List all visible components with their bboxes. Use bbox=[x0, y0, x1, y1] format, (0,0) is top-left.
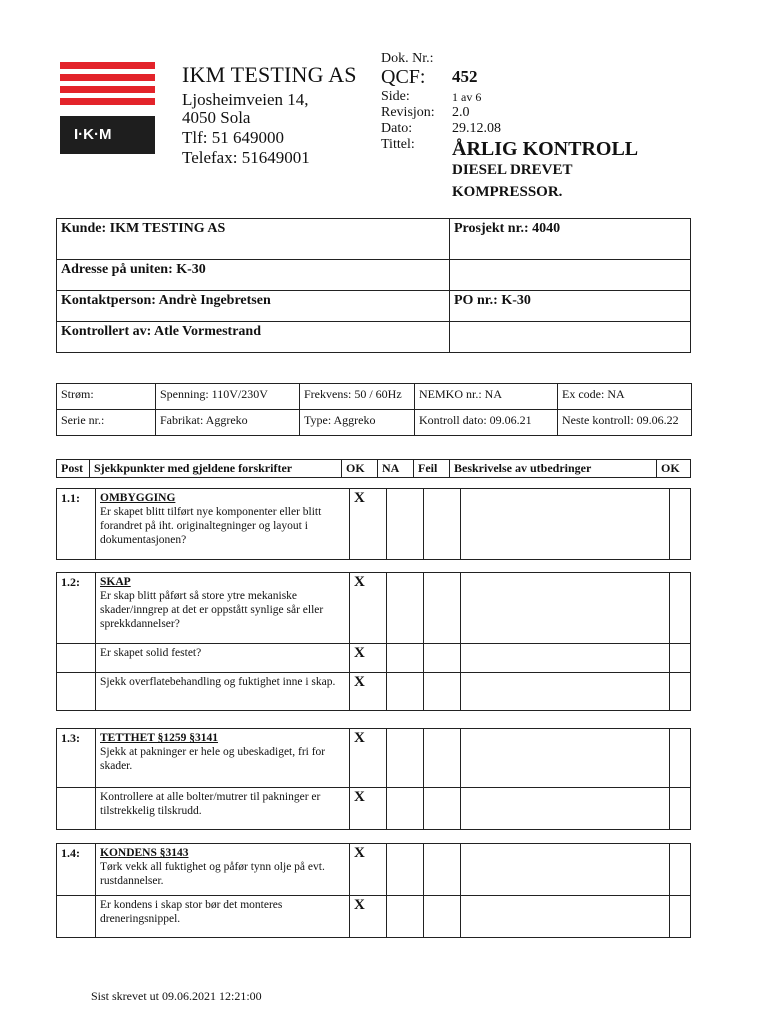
ok-mark: X bbox=[350, 729, 387, 788]
address-line1: Ljosheimveien 14, bbox=[182, 90, 309, 109]
po-cell: PO nr.: K-30 bbox=[450, 291, 691, 322]
kontakt-cell: Kontaktperson: Andrè Ingebretsen bbox=[57, 291, 450, 322]
post-number: 1.1: bbox=[57, 489, 96, 560]
check-item bbox=[96, 729, 350, 788]
section-title: KONDENS §3143 bbox=[100, 847, 189, 859]
prosjekt-cell: Prosjekt nr.: 4040 bbox=[450, 219, 691, 260]
check-text: Sjekk at pakninger er hele og ubeskadiget, fri for skader. bbox=[100, 746, 326, 772]
spenning-cell: Spenning: 110V/230V bbox=[156, 384, 300, 410]
kontroll-dato-cell: Kontroll dato: 09.06.21 bbox=[415, 410, 558, 436]
feil-cell bbox=[424, 896, 461, 938]
feil-cell bbox=[424, 573, 461, 644]
dok-nr-label: Dok. Nr.: bbox=[381, 51, 434, 66]
feil-cell bbox=[424, 844, 461, 896]
adresse-cell: Adresse på uniten: K-30 bbox=[57, 260, 450, 291]
revisjon-value: 2.0 bbox=[452, 105, 470, 120]
title-line1: ÅRLIG KONTROLL bbox=[452, 138, 639, 160]
company-name: IKM TESTING AS bbox=[182, 62, 357, 87]
check-item bbox=[96, 489, 350, 560]
phone: Tlf: 51 649000 bbox=[182, 128, 284, 147]
logo-stripe-1 bbox=[60, 62, 155, 69]
ok2-cell bbox=[670, 729, 691, 788]
beskrivelse-cell bbox=[461, 844, 670, 896]
check-text: Er skap blitt påført så store ytre mekaniske skader/inngrep at det er oppstått synlige sår eller sprekkdannelser? bbox=[100, 590, 324, 630]
section-title: SKAP bbox=[100, 576, 131, 588]
qcf-value: 452 bbox=[452, 67, 478, 86]
section-1-3 bbox=[56, 728, 691, 830]
side-value: 1 av 6 bbox=[452, 90, 482, 104]
header-sjekkpunkter: Sjekkpunkter med gjeldene forskrifter bbox=[90, 460, 342, 478]
beskrivelse-cell bbox=[461, 644, 670, 673]
empty-cell bbox=[450, 260, 691, 291]
dato-label: Dato: bbox=[381, 121, 413, 136]
post-empty bbox=[57, 673, 96, 711]
dato-value: 29.12.08 bbox=[452, 121, 501, 136]
check-text: Er kondens i skap stor bør det monteres dreneringsnippel. bbox=[96, 896, 350, 938]
ok2-cell bbox=[670, 573, 691, 644]
check-text: Er skapet solid festet? bbox=[96, 644, 350, 673]
qcf-label: QCF: bbox=[381, 66, 426, 88]
frekvens-cell: Frekvens: 50 / 60Hz bbox=[300, 384, 415, 410]
logo-stripe-4 bbox=[60, 98, 155, 105]
print-timestamp: Sist skrevet ut 09.06.2021 12:21:00 bbox=[91, 989, 262, 1003]
na-cell bbox=[387, 788, 424, 830]
kunde-cell: Kunde: IKM TESTING AS bbox=[57, 219, 450, 260]
ok-mark: X bbox=[350, 573, 387, 644]
section-title: TETTHET §1259 §3141 bbox=[100, 732, 219, 744]
section-title: OMBYGGING bbox=[100, 492, 176, 504]
logo-stripe-2 bbox=[60, 74, 155, 81]
strom-cell: Strøm: bbox=[57, 384, 156, 410]
section-1-2 bbox=[56, 572, 691, 711]
section-1-4 bbox=[56, 843, 691, 938]
address-line2: 4050 Sola bbox=[182, 108, 251, 127]
equipment-info-table bbox=[56, 383, 692, 436]
logo-box bbox=[60, 116, 155, 154]
header-ok2: OK bbox=[657, 460, 691, 478]
feil-cell bbox=[424, 644, 461, 673]
post-number: 1.2: bbox=[57, 573, 96, 644]
header-ok: OK bbox=[342, 460, 378, 478]
ok-mark: X bbox=[350, 673, 387, 711]
ok2-cell bbox=[670, 644, 691, 673]
title-line2: DIESEL DREVET bbox=[452, 162, 573, 178]
header-beskrivelse: Beskrivelse av utbedringer bbox=[450, 460, 657, 478]
post-empty bbox=[57, 644, 96, 673]
check-text: Kontrollere at alle bolter/mutrer til pakninger er tilstrekkelig tilskrudd. bbox=[96, 788, 350, 830]
kontrollert-cell: Kontrollert av: Atle Vormestrand bbox=[57, 322, 450, 353]
serie-cell: Serie nr.: bbox=[57, 410, 156, 436]
feil-cell bbox=[424, 673, 461, 711]
logo-stripe-3 bbox=[60, 86, 155, 93]
na-cell bbox=[387, 729, 424, 788]
check-text: Tørk vekk all fuktighet og påfør tynn olje på evt. rustdannelser. bbox=[100, 861, 325, 887]
beskrivelse-cell bbox=[461, 788, 670, 830]
ok2-cell bbox=[670, 489, 691, 560]
na-cell bbox=[387, 896, 424, 938]
beskrivelse-cell bbox=[461, 489, 670, 560]
customer-table bbox=[56, 218, 691, 353]
na-cell bbox=[387, 844, 424, 896]
type-cell: Type: Aggreko bbox=[300, 410, 415, 436]
ok-mark: X bbox=[350, 489, 387, 560]
tittel-label: Tittel: bbox=[381, 137, 415, 152]
ok2-cell bbox=[670, 844, 691, 896]
telefax: Telefax: 51649001 bbox=[182, 148, 310, 167]
post-number: 1.3: bbox=[57, 729, 96, 788]
nemko-cell: NEMKO nr.: NA bbox=[415, 384, 558, 410]
title-line3: KOMPRESSOR. bbox=[452, 184, 563, 200]
ok-mark: X bbox=[350, 644, 387, 673]
logo-text: I·K·M bbox=[74, 126, 112, 143]
empty-cell bbox=[450, 322, 691, 353]
beskrivelse-cell bbox=[461, 896, 670, 938]
beskrivelse-cell bbox=[461, 673, 670, 711]
ok2-cell bbox=[670, 896, 691, 938]
ok2-cell bbox=[670, 673, 691, 711]
ok-mark: X bbox=[350, 844, 387, 896]
check-text: Sjekk overflatebehandling og fuktighet inne i skap. bbox=[96, 673, 350, 711]
fabrikat-cell: Fabrikat: Aggreko bbox=[156, 410, 300, 436]
check-item bbox=[96, 573, 350, 644]
check-item bbox=[96, 844, 350, 896]
na-cell bbox=[387, 644, 424, 673]
feil-cell bbox=[424, 788, 461, 830]
excode-cell: Ex code: NA bbox=[558, 384, 692, 410]
na-cell bbox=[387, 673, 424, 711]
header-post: Post bbox=[57, 460, 90, 478]
feil-cell bbox=[424, 729, 461, 788]
post-number: 1.4: bbox=[57, 844, 96, 896]
feil-cell bbox=[424, 489, 461, 560]
check-text: Er skapet blitt tilført nye komponenter eller blitt forandret på iht. originaltegninger og layout i dokumentasjonen? bbox=[100, 506, 322, 546]
beskrivelse-cell bbox=[461, 729, 670, 788]
header-na: NA bbox=[378, 460, 414, 478]
side-label: Side: bbox=[381, 89, 410, 104]
na-cell bbox=[387, 489, 424, 560]
revisjon-label: Revisjon: bbox=[381, 105, 435, 120]
section-1-1 bbox=[56, 488, 691, 560]
checklist-header bbox=[56, 459, 691, 478]
post-empty bbox=[57, 896, 96, 938]
ok-mark: X bbox=[350, 896, 387, 938]
na-cell bbox=[387, 573, 424, 644]
ok2-cell bbox=[670, 788, 691, 830]
beskrivelse-cell bbox=[461, 573, 670, 644]
ok-mark: X bbox=[350, 788, 387, 830]
neste-kontroll-cell: Neste kontroll: 09.06.22 bbox=[558, 410, 692, 436]
header-feil: Feil bbox=[414, 460, 450, 478]
post-empty bbox=[57, 788, 96, 830]
